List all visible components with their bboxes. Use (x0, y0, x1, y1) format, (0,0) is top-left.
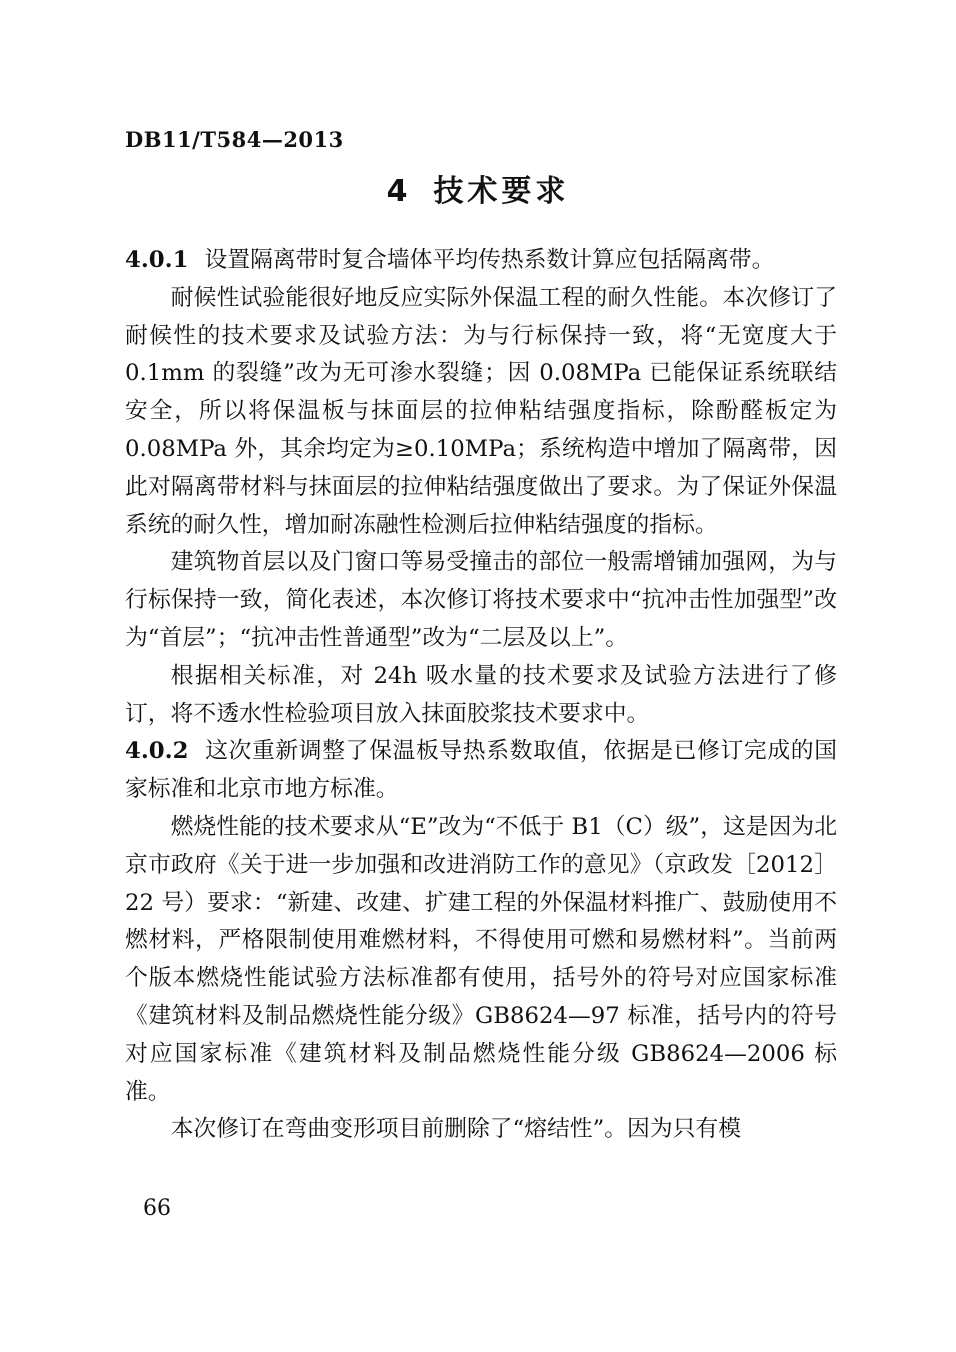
paragraph-text: 设置隔离带时复合墙体平均传热系数计算应包括隔离带。 (204, 247, 775, 273)
paragraph: 耐候性试验能很好地反应实际外保温工程的耐久性能。本次修订了耐候性的技术要求及试验方法：为与行标保持一致，将“无宽度大于 0.1mm 的裂缝”改为无可渗水裂缝；因 0.08MPa 已能保证系统联结安全，所以将保温板与抹面层的拉伸粘结强度指标，除酚醛板定为 0.08MPa 外，其余均定为≥0.10MPa；系统构造中增加了隔离带，因此对隔离带材料与抹面层的拉伸粘结强度做出了要求。为了保证外保温系统的耐久性，增加耐冻融性检测后拉伸粘结强度的指标。 (125, 284, 837, 538)
section-number: 4.0.1 (125, 247, 189, 273)
paragraph-4-0-1 (125, 242, 837, 280)
section-number: 4.0.2 (125, 738, 189, 765)
paragraph-text: 这次重新调整了保温板导热系数取值，依据是已修订完成的国家标准和北京市地方标准。 (125, 738, 837, 803)
document-code: DB11/T584—2013 (125, 127, 344, 152)
paragraph: 燃烧性能的技术要求从“E”改为“不低于 B1（C）级”，这是因为北京市政府《关于进一步加强和改进消防工作的意见》（京政发［2012］22 号）要求：“新建、改建、扩建工程的外保温材料推广、鼓励使用不燃材料，严格限制使用难燃材料，不得使用可燃和易燃材料”。当前两个版本燃烧性能试验方法标准都有使用，括号外的符号对应国家标准《建筑材料及制品燃烧性能分级》GB8624—97 标准，括号内的符号对应国家标准《建筑材料及制品燃烧性能分级 GB8624—2006 标准。 (125, 813, 837, 1105)
paragraph-4-0-2 (125, 733, 837, 809)
paragraph: 建筑物首层以及门窗口等易受撞击的部位一般需增铺加强网，为与行标保持一致，简化表述，本次修订将技术要求中“抗冲击性加强型”改为“首层”；“抗冲击性普通型”改为“二层及以上”。 (125, 549, 837, 651)
page-number: 66 (143, 1196, 171, 1221)
chapter-heading (0, 166, 956, 210)
body-text (125, 242, 837, 1149)
chapter-title-text: 技术要求 (433, 174, 570, 209)
paragraph: 根据相关标准，对 24h 吸水量的技术要求及试验方法进行了修订，将不透水性检验项目放入抹面胶浆技术要求中。 (125, 662, 837, 727)
paragraph: 本次修订在弯曲变形项目前删除了“熔结性”。因为只有模 (170, 1116, 742, 1143)
chapter-number: 4 (386, 174, 408, 209)
